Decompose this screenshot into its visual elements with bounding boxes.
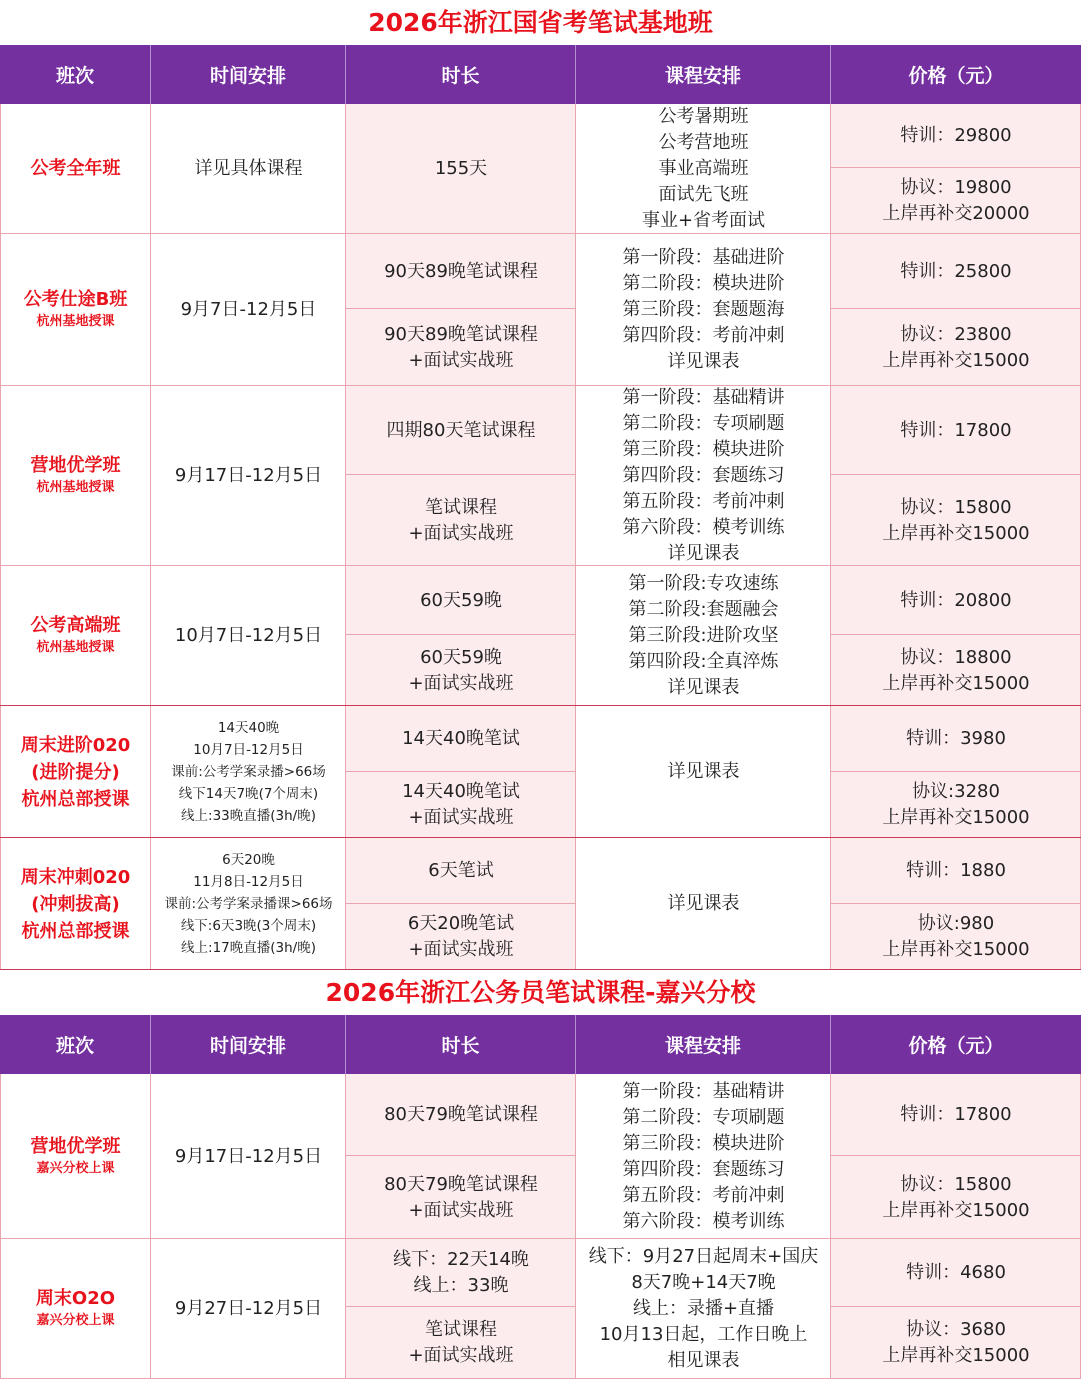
grid-line bbox=[0, 969, 1081, 970]
time-line: 线上:17晚直播(3h/晚) bbox=[181, 940, 316, 956]
price-cell bbox=[831, 1239, 1081, 1307]
schedule-line: 公考暑期班 bbox=[658, 106, 749, 127]
price-agreement: 协议：19800 bbox=[900, 177, 1012, 198]
price-extra: 上岸再补交15000 bbox=[882, 1199, 1030, 1221]
time-line: 课前:公考学案录播>66场 bbox=[171, 764, 326, 780]
header-price: 价格（元） bbox=[831, 1015, 1081, 1074]
header-time: 时间安排 bbox=[151, 1015, 346, 1074]
schedule-line: 第二阶段：模块进阶 bbox=[622, 273, 785, 294]
duration-text: 6天20晚笔试 bbox=[407, 913, 515, 934]
price-cell bbox=[831, 234, 1081, 309]
schedule-line: 第一阶段：基础进阶 bbox=[622, 247, 785, 268]
grid-line bbox=[831, 308, 1081, 309]
time-text: 9月17日-12月5日 bbox=[174, 465, 323, 486]
schedule-line: 第四阶段:全真淬炼 bbox=[628, 651, 779, 672]
class-name-cell bbox=[0, 566, 151, 706]
duration-text: 80天79晚笔试课程 bbox=[384, 1173, 538, 1195]
price-cell bbox=[831, 104, 1081, 168]
price-extra: 上岸再补交15000 bbox=[882, 807, 1030, 828]
price-extra: 上岸再补交15000 bbox=[882, 939, 1030, 960]
price-cell bbox=[831, 566, 1081, 635]
price-special: 特训：3980 bbox=[906, 728, 1006, 749]
schedule-line: 第五阶段：考前冲刺 bbox=[622, 491, 785, 512]
grid-line bbox=[346, 308, 576, 309]
table1-title: 2026年浙江国省考笔试基地班 bbox=[368, 8, 713, 37]
header-schedule: 课程安排 bbox=[576, 1015, 831, 1074]
grid-line bbox=[346, 634, 576, 635]
price-special: 特训：1880 bbox=[906, 860, 1006, 881]
schedule-line: 第五阶段：考前冲刺 bbox=[622, 1184, 785, 1206]
grid-line bbox=[0, 1074, 1, 1379]
table2-title: 2026年浙江公务员笔试课程-嘉兴分校 bbox=[325, 978, 756, 1007]
time-line: 课前:公考学案录播课>66场 bbox=[164, 896, 333, 912]
duration-cell bbox=[346, 1074, 576, 1156]
class-name-cell bbox=[0, 1074, 151, 1239]
class-location: 嘉兴分校上课 bbox=[36, 1313, 115, 1328]
price-agreement: 协议：18800 bbox=[900, 646, 1012, 668]
class-location: 杭州基地授课 bbox=[36, 480, 115, 495]
grid-line bbox=[346, 771, 576, 772]
schedule-cell bbox=[576, 1239, 831, 1379]
price-extra: 上岸再补交15000 bbox=[882, 672, 1030, 694]
class-location: 杭州基地授课 bbox=[36, 640, 115, 655]
price-special: 特训：20800 bbox=[900, 589, 1012, 611]
class-name-cell bbox=[0, 234, 151, 386]
header-schedule: 课程安排 bbox=[576, 45, 831, 104]
header-duration: 时长 bbox=[346, 45, 576, 104]
class-name-cell bbox=[0, 838, 151, 970]
schedule-line: 相见课表 bbox=[667, 1350, 740, 1371]
price-agreement: 协议:3280 bbox=[912, 781, 1000, 802]
class-name-cell bbox=[0, 386, 151, 566]
grid-line bbox=[831, 474, 1081, 475]
time-cell bbox=[151, 104, 346, 234]
price-agreement: 协议：15800 bbox=[900, 1173, 1012, 1195]
duration-cell bbox=[346, 838, 576, 904]
duration-cell bbox=[346, 104, 576, 234]
price-extra: 上岸再补交15000 bbox=[882, 349, 1030, 371]
schedule-line: 详见课表 bbox=[667, 543, 740, 564]
grid-line bbox=[575, 1074, 576, 1379]
price-cell bbox=[831, 475, 1081, 566]
duration-cell bbox=[346, 772, 576, 838]
duration-text: 80天79晚笔试课程 bbox=[384, 1104, 538, 1125]
grid-line bbox=[0, 837, 1081, 838]
duration-text: 90天89晚笔试课程 bbox=[384, 323, 538, 345]
price-agreement: 协议：15800 bbox=[900, 496, 1012, 518]
header-time: 时间安排 bbox=[151, 45, 346, 104]
class-location: 杭州总部授课 bbox=[21, 920, 130, 942]
schedule-line: 第三阶段:进阶攻坚 bbox=[628, 625, 779, 646]
class-name: 周末冲刺020 bbox=[20, 866, 131, 888]
grid-line bbox=[0, 385, 1081, 386]
schedule-cell bbox=[576, 104, 831, 234]
duration-text: 笔试课程 bbox=[425, 1319, 497, 1340]
price-cell bbox=[831, 386, 1081, 475]
duration-cell bbox=[346, 309, 576, 386]
grid-line bbox=[346, 1155, 576, 1156]
class-name: 营地优学班 bbox=[30, 455, 121, 476]
class-note: (进阶提分) bbox=[31, 761, 120, 783]
duration-text: 60天59晚 bbox=[420, 589, 502, 611]
duration-text: +面试实战班 bbox=[408, 939, 514, 960]
price-special: 特训：17800 bbox=[900, 1104, 1012, 1125]
time-line: 线下:6天3晚(3个周末) bbox=[180, 918, 317, 934]
price-cell bbox=[831, 635, 1081, 706]
grid-line bbox=[346, 903, 576, 904]
grid-line bbox=[831, 167, 1081, 168]
schedule-cell bbox=[576, 838, 831, 970]
schedule-line: 第三阶段：模块进阶 bbox=[622, 439, 785, 460]
price-cell bbox=[831, 309, 1081, 386]
schedule-line: 第一阶段:专攻速练 bbox=[628, 573, 779, 594]
price-cell bbox=[831, 1307, 1081, 1379]
schedule-line: 8天7晚+14天7晚 bbox=[631, 1272, 776, 1293]
duration-text: 60天59晚 bbox=[420, 646, 502, 668]
grid-line bbox=[831, 634, 1081, 635]
price-agreement: 协议：23800 bbox=[900, 323, 1012, 345]
schedule-cell bbox=[576, 566, 831, 706]
schedule-line: 第三阶段：套题题海 bbox=[622, 299, 785, 320]
price-cell bbox=[831, 1156, 1081, 1239]
duration-cell bbox=[346, 566, 576, 635]
class-name: 周末O2O bbox=[35, 1288, 116, 1309]
duration-cell bbox=[346, 904, 576, 970]
grid-line bbox=[0, 233, 1081, 234]
grid-line bbox=[0, 705, 1081, 706]
schedule-line: 第六阶段：模考训练 bbox=[622, 517, 785, 538]
time-cell bbox=[151, 1074, 346, 1239]
schedule-line: 第四阶段：套题练习 bbox=[622, 465, 785, 486]
price-cell bbox=[831, 706, 1081, 772]
schedule-line: 第三阶段：模块进阶 bbox=[622, 1132, 785, 1154]
header-price: 价格（元） bbox=[831, 45, 1081, 104]
class-name: 周末进阶020 bbox=[20, 734, 131, 756]
grid-line bbox=[0, 1238, 1081, 1239]
class-name-cell bbox=[0, 706, 151, 838]
price-cell bbox=[831, 838, 1081, 904]
class-name: 公考仕途B班 bbox=[23, 289, 128, 310]
duration-text: 90天89晚笔试课程 bbox=[384, 260, 538, 282]
duration-text: +面试实战班 bbox=[408, 672, 514, 694]
class-name: 公考全年班 bbox=[30, 158, 121, 179]
time-text: 9月7日-12月5日 bbox=[180, 299, 317, 320]
grid-line bbox=[0, 565, 1081, 566]
price-special: 特训：29800 bbox=[900, 125, 1012, 146]
duration-text: +面试实战班 bbox=[408, 807, 514, 828]
duration-text: +面试实战班 bbox=[408, 1345, 514, 1366]
price-cell bbox=[831, 168, 1081, 234]
class-name-cell bbox=[0, 1239, 151, 1379]
schedule-line: 公考营地班 bbox=[658, 132, 749, 153]
schedule-line: 第一阶段：基础精讲 bbox=[622, 1080, 785, 1102]
class-location: 杭州总部授课 bbox=[21, 788, 130, 810]
price-special: 特训：25800 bbox=[900, 260, 1012, 282]
duration-text: 6天笔试 bbox=[428, 860, 494, 881]
time-cell bbox=[151, 838, 346, 970]
grid-line bbox=[830, 1074, 831, 1379]
schedule-line: 线下：9月27日起周末+国庆 bbox=[588, 1246, 819, 1267]
price-cell bbox=[831, 904, 1081, 970]
duration-cell bbox=[346, 1307, 576, 1379]
duration-text: 四期80天笔试课程 bbox=[386, 419, 536, 441]
class-location: 嘉兴分校上课 bbox=[36, 1160, 115, 1176]
price-special: 特训：4680 bbox=[906, 1262, 1006, 1283]
time-cell bbox=[151, 386, 346, 566]
time-cell bbox=[151, 706, 346, 838]
time-line: 14天40晚 bbox=[217, 720, 280, 736]
class-name: 营地优学班 bbox=[30, 1135, 121, 1157]
price-special: 特训：17800 bbox=[900, 419, 1012, 441]
price-cell bbox=[831, 772, 1081, 838]
duration-text: 笔试课程 bbox=[425, 496, 497, 518]
grid-line bbox=[831, 1155, 1081, 1156]
duration-text: 155天 bbox=[434, 158, 488, 179]
class-name: 公考高端班 bbox=[30, 615, 121, 636]
price-agreement: 协议:980 bbox=[917, 913, 995, 934]
time-text: 9月17日-12月5日 bbox=[174, 1145, 323, 1167]
class-location: 杭州基地授课 bbox=[36, 314, 115, 329]
class-note: (冲刺拔高) bbox=[31, 893, 120, 915]
time-line: 线下14天7晚(7个周末) bbox=[178, 786, 319, 802]
price-extra: 上岸再补交15000 bbox=[882, 522, 1030, 544]
duration-cell bbox=[346, 475, 576, 566]
time-text: 10月7日-12月5日 bbox=[174, 625, 323, 646]
header-duration: 时长 bbox=[346, 1015, 576, 1074]
price-extra: 上岸再补交20000 bbox=[882, 203, 1030, 224]
grid-line bbox=[831, 771, 1081, 772]
duration-cell bbox=[346, 234, 576, 309]
duration-text: 线上：33晚 bbox=[413, 1275, 509, 1296]
schedule-line: 第四阶段：考前冲刺 bbox=[622, 325, 785, 346]
time-text: 详见具体课程 bbox=[194, 158, 303, 179]
schedule-line: 10月13日起，工作日晚上 bbox=[599, 1324, 808, 1345]
duration-text: +面试实战班 bbox=[408, 1199, 514, 1221]
duration-text: 线下：22天14晚 bbox=[393, 1249, 529, 1270]
schedule-line: 线上：录播+直播 bbox=[632, 1298, 775, 1319]
header-class: 班次 bbox=[0, 1015, 151, 1074]
time-cell bbox=[151, 234, 346, 386]
grid-line bbox=[346, 474, 576, 475]
schedule-cell bbox=[576, 1074, 831, 1239]
schedule-line: 面试先飞班 bbox=[658, 184, 749, 205]
time-text: 9月27日-12月5日 bbox=[174, 1298, 323, 1319]
schedule-line: 第一阶段：基础精讲 bbox=[622, 387, 785, 408]
schedule-line: 详见课表 bbox=[667, 677, 740, 698]
price-extra: 上岸再补交15000 bbox=[882, 1345, 1030, 1366]
schedule-line: 第二阶段:套题融会 bbox=[628, 599, 779, 620]
class-name-cell bbox=[0, 104, 151, 234]
schedule-line: 事业+省考面试 bbox=[641, 210, 766, 231]
schedule-cell bbox=[576, 706, 831, 838]
schedule-line: 详见课表 bbox=[667, 761, 740, 782]
schedule-line: 第二阶段：专项刷题 bbox=[622, 1106, 785, 1128]
price-cell bbox=[831, 1074, 1081, 1156]
schedule-cell bbox=[576, 386, 831, 566]
duration-text: +面试实战班 bbox=[408, 522, 514, 544]
schedule-line: 详见课表 bbox=[667, 893, 740, 914]
duration-cell bbox=[346, 1239, 576, 1307]
time-line: 10月7日-12月5日 bbox=[193, 742, 304, 758]
schedule-line: 详见课表 bbox=[667, 351, 740, 372]
grid-line bbox=[150, 1074, 151, 1379]
time-line: 线上:33晚直播(3h/晚) bbox=[181, 808, 316, 824]
grid-line bbox=[831, 1306, 1081, 1307]
time-line: 6天20晚 bbox=[222, 852, 275, 868]
grid-line bbox=[831, 903, 1081, 904]
time-line: 11月8日-12月5日 bbox=[193, 874, 304, 890]
duration-text: +面试实战班 bbox=[408, 349, 514, 371]
duration-cell bbox=[346, 1156, 576, 1239]
time-cell bbox=[151, 1239, 346, 1379]
schedule-line: 事业高端班 bbox=[658, 158, 749, 179]
schedule-line: 第四阶段：套题练习 bbox=[622, 1158, 785, 1180]
duration-cell bbox=[346, 635, 576, 706]
duration-text: 14天40晚笔试 bbox=[402, 781, 520, 802]
time-cell bbox=[151, 566, 346, 706]
duration-text: 14天40晚笔试 bbox=[402, 728, 520, 749]
schedule-line: 第二阶段：专项刷题 bbox=[622, 413, 785, 434]
duration-cell bbox=[346, 706, 576, 772]
header-class: 班次 bbox=[0, 45, 151, 104]
price-agreement: 协议：3680 bbox=[906, 1319, 1006, 1340]
schedule-cell bbox=[576, 234, 831, 386]
grid-line bbox=[345, 1074, 346, 1379]
grid-line bbox=[346, 1306, 576, 1307]
schedule-line: 第六阶段：模考训练 bbox=[622, 1210, 785, 1232]
duration-cell bbox=[346, 386, 576, 475]
